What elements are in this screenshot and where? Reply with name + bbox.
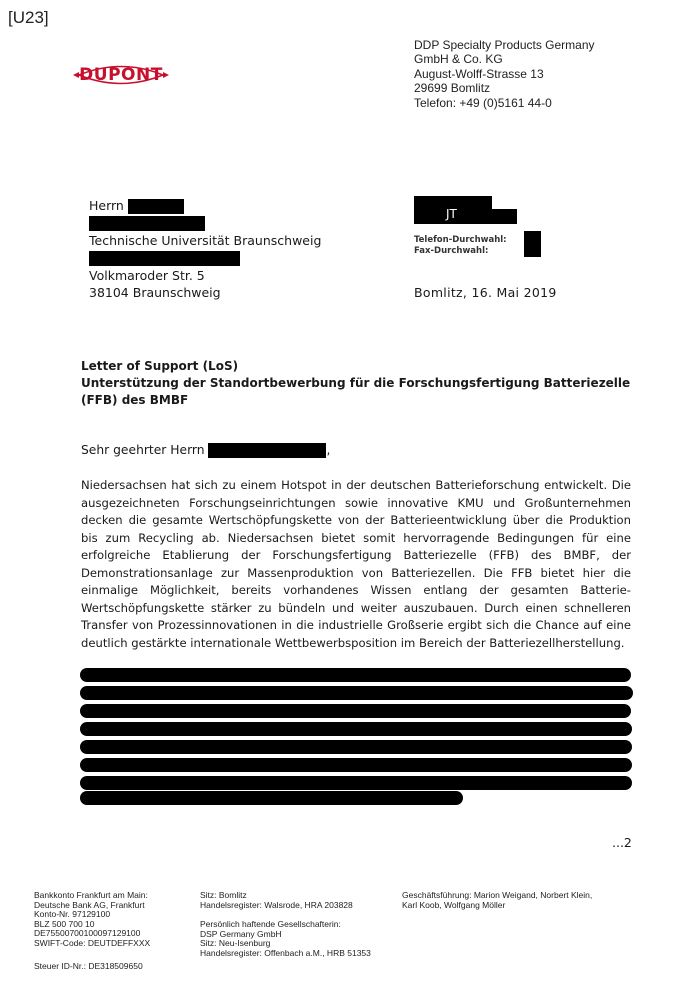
footer-partner-line: Sitz: Neu-Isenburg [200,938,271,949]
body-paragraph: Niedersachsen hat sich zu einem Hotspot in der deutschen Batterieforschung entwickelt. Die ausgezeichneten Forschungseinrichtungen sowie innovative KMU und Großunternehmen decken die gesamte Wertschöpfungskette von der Batterieentwicklung über die Produktion bis zum Recycling ab. Niedersachsen bietet somit hervorragende Bedingungen für eine erfolgreiche Etablierung der Forschungsfertigung Batteriezelle (FFB) des BMBF, der Demonstrationsanlage zur Massenproduktion von Batteriezellen. Die FFB bietet hier die einmalige Möglichkeit, bereits vorhandenes Wissen entlang der gesamten Batterie-Wertschöpfungskette stärker zu bündeln und weiter auszubauen. Durch einen schnelleren Transfer von Prozessinnovationen in die industrielle Großserie ergibt sich die Chance auf eine deutlich gestärkte internationale Wettbewerbsposition im Bereich der Batteriezellherstellung. [81,478,631,650]
footer-bank-line: Deutsche Bank AG, Frankfurt [34,899,145,910]
sender-city: 29699 Bomlitz [414,81,491,96]
footer-partner-line: DSP Germany GmbH [200,928,282,939]
recipient-city: 38104 Braunschweig [89,284,221,300]
recipient-redacted-line [89,214,321,231]
recipient-redacted-line-2 [89,249,321,266]
redacted-paragraph-line [80,722,632,736]
redacted-paragraph-line [80,791,463,805]
redacted-recipient-title [89,216,205,231]
footer-bank-line: SWIFT-Code: DEUTDEFFXXX [34,937,151,948]
phone-extension-label: Telefon-Durchwahl: [414,235,507,245]
footer-seat-line: Handelsregister: Walsrode, HRA 203828 [200,899,353,910]
recipient-salutation: Herrn [89,198,124,213]
redacted-paragraph-line [80,704,631,718]
footer-bank-line: Konto-Nr. 97129100 [34,909,111,920]
redacted-paragraph-line [80,740,632,754]
greeting-suffix: , [326,443,331,457]
recipient-name-line [89,197,321,214]
footer-partner-line: Handelsregister: Offenbach a.M., HRB 51353 [200,947,371,958]
redacted-recipient-department [89,251,240,266]
redacted-fax-extension [524,244,541,257]
contact-initials: JT [446,207,457,221]
document-tag: [U23] [8,8,49,27]
greeting-prefix: Sehr geehrter Herrn [81,443,205,457]
footer-management-line: Karl Koob, Wolfgang Möller [402,899,506,910]
redacted-paragraph-line [80,776,632,790]
recipient-address [89,197,321,301]
footer-seat-line: Sitz: Bomlitz [200,890,247,900]
logo-text: DUPONT [79,65,163,85]
page-continuation: ...2 [612,835,632,850]
sender-company-line2: GmbH & Co. KG [414,52,503,67]
footer-bank-line: BLZ 500 700 10 [34,918,95,929]
sender-company-line1: DDP Specialty Products Germany [414,38,595,52]
sender-phone: Telefon: +49 (0)5161 44-0 [414,95,552,110]
footer-bank-line: DE75500700100097129100 [34,928,141,939]
redacted-paragraph-line [80,758,632,772]
redacted-contact-line [414,209,517,224]
letter-date: Bomlitz, 16. Mai 2019 [414,285,557,300]
redacted-paragraph-line [80,668,631,682]
recipient-institution: Technische Universität Braunschweig [89,232,322,248]
footer-partner-line: Persönlich haftende Gesellschafterin: [200,919,341,929]
dupont-logo [73,62,169,88]
footer-seat [200,891,353,910]
sender-address [414,38,595,110]
footer-management-line: Geschäftsführung: Marion Weigand, Norbert Klein, [402,890,593,900]
greeting [81,443,330,458]
redacted-recipient-name [128,199,184,214]
recipient-street: Volkmaroder Str. 5 [89,267,205,283]
footer-tax-id: Steuer ID-Nr.: DE318509650 [34,961,143,971]
subject [81,358,633,409]
redacted-greeting-name [208,443,326,458]
subject-line-2: Unterstützung der Standortbewerbung für die Forschungsfertigung Batteriezelle (FFB) des BMBF [81,376,631,407]
subject-line-1: Letter of Support (LoS) [81,359,239,373]
footer-bank [34,891,150,949]
footer-management [402,891,592,910]
footer-bank-line: Bankkonto Frankfurt am Main: [34,890,148,900]
fax-extension-label: Fax-Durchwahl: [414,246,489,256]
redacted-phone-extension [524,231,541,245]
sender-street: August-Wolff-Strasse 13 [414,66,544,81]
redacted-paragraph-line [80,686,633,700]
footer-partner [200,920,371,958]
